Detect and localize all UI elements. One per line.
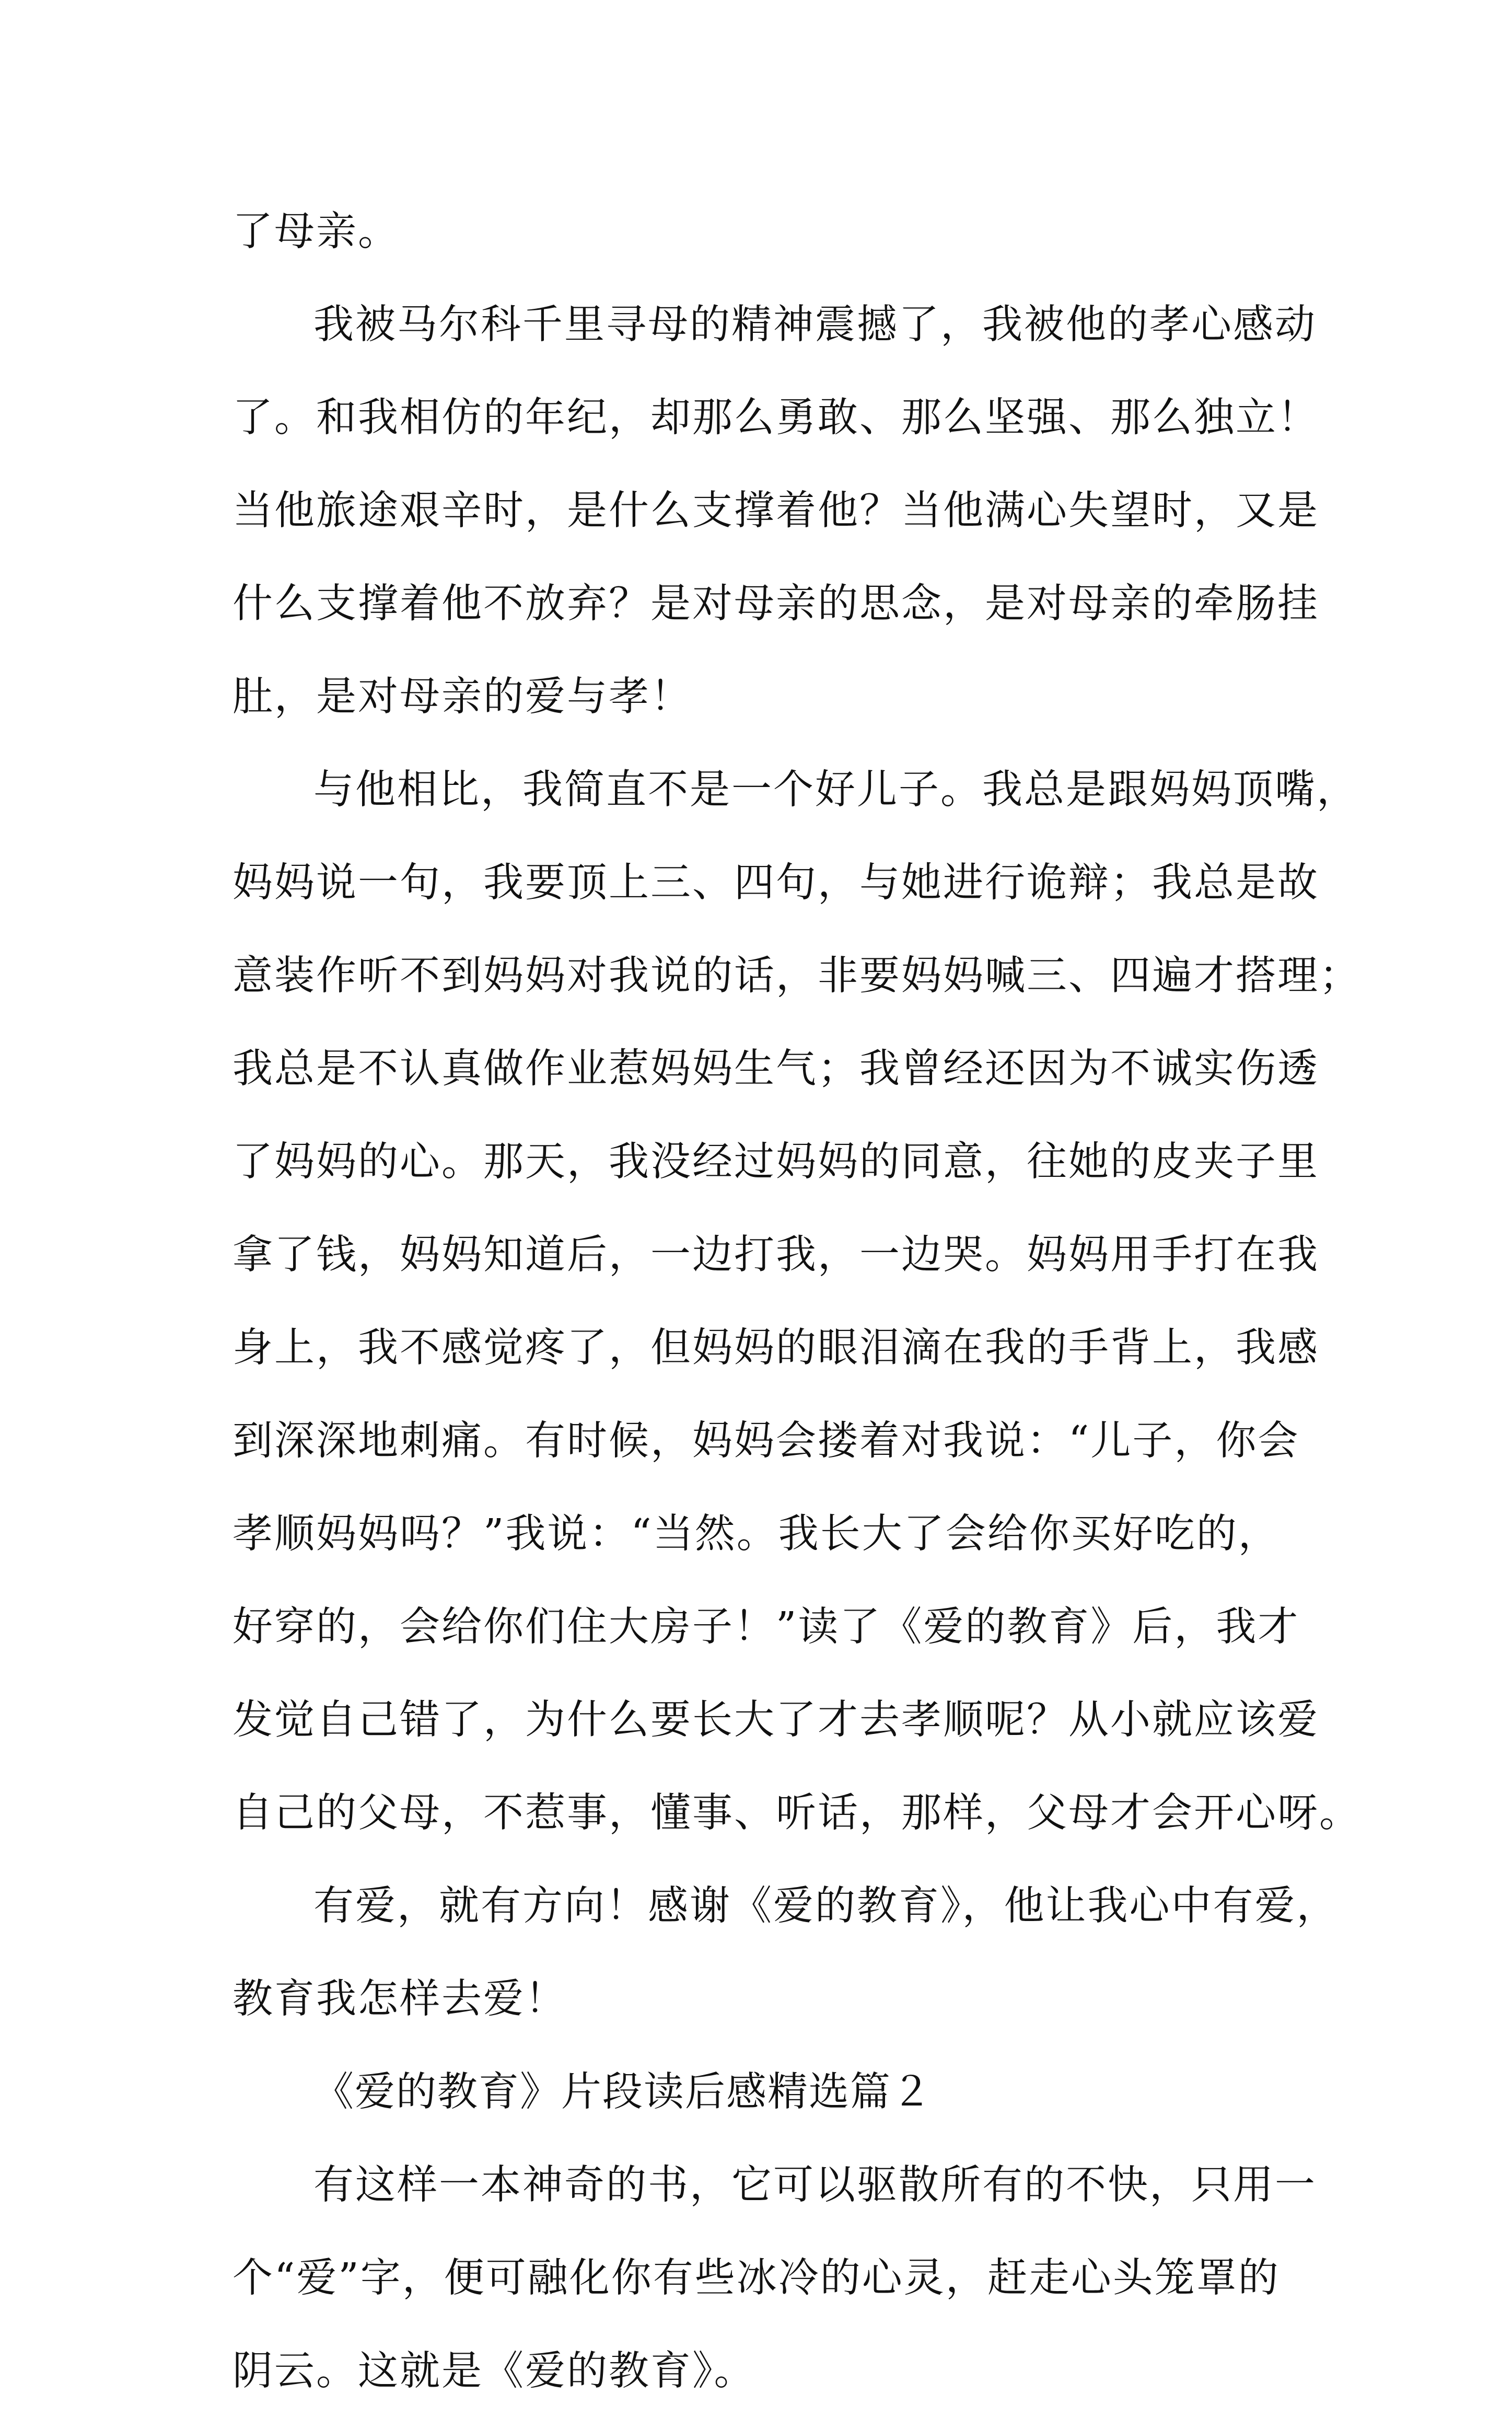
text-line: 有这样一本神奇的书，它可以驱散所有的不快，只用一 bbox=[313, 2162, 1317, 2208]
text-line: 我总是不认真做作业惹妈妈生气；我曾经还因为不诚实伤透 bbox=[232, 1046, 1319, 1092]
section-heading: 《爱的教育》片段读后感精选篇２ bbox=[313, 2069, 933, 2115]
text-line: 我被马尔科千里寻母的精神震撼了，我被他的孝心感动 bbox=[313, 302, 1317, 348]
text-line: 发觉自己错了，为什么要长大了才去孝顺呢？从小就应该爱 bbox=[232, 1697, 1319, 1743]
text-line: 肚，是对母亲的爱与孝！ bbox=[232, 674, 692, 720]
text-line: 什么支撑着他不放弃？是对母亲的思念，是对母亲的牵肠挂 bbox=[232, 581, 1319, 627]
text-line: 身上，我不感觉疼了，但妈妈的眼泪滴在我的手背上，我感 bbox=[232, 1325, 1319, 1371]
text-line: 当他旅途艰辛时，是什么支撑着他？当他满心失望时，又是 bbox=[232, 488, 1319, 534]
text-line: 到深深地刺痛。有时候，妈妈会搂着对我说：“儿子，你会 bbox=[232, 1418, 1300, 1464]
text-line: 了。和我相仿的年纪，却那么勇敢、那么坚强、那么独立！ bbox=[232, 395, 1319, 441]
text-line: 好穿的，会给你们住大房子！”读了《爱的教育》后，我才 bbox=[232, 1604, 1300, 1650]
text-line: 了妈妈的心。那天，我没经过妈妈的同意，往她的皮夹子里 bbox=[232, 1139, 1319, 1185]
document-body bbox=[232, 186, 1361, 2418]
text-line: 意装作听不到妈妈对我说的话，非要妈妈喊三、四遍才搭理； bbox=[232, 953, 1361, 999]
text-line: 自己的父母，不惹事，懂事、听话，那样，父母才会开心呀。 bbox=[232, 1790, 1361, 1836]
text-line: 与他相比，我简直不是一个好儿子。我总是跟妈妈顶嘴， bbox=[313, 767, 1358, 813]
text-line: 阴云。这就是《爱的教育》。 bbox=[232, 2348, 756, 2394]
text-line: 拿了钱，妈妈知道后，一边打我，一边哭。妈妈用手打在我 bbox=[232, 1232, 1319, 1278]
text-line: 有爱，就有方向！感谢《爱的教育》，他让我心中有爱， bbox=[313, 1883, 1339, 1929]
text-line: 了母亲。 bbox=[232, 209, 400, 255]
text-line: 妈妈说一句，我要顶上三、四句，与她进行诡辩；我总是故 bbox=[232, 860, 1319, 906]
text-line: 教育我怎样去爱！ bbox=[232, 1976, 567, 2022]
text-line: 个“爱”字，便可融化你有些冰冷的心灵，赶走心头笼罩的 bbox=[232, 2255, 1280, 2301]
text-line: 孝顺妈妈吗？”我说：“当然。我长大了会给你买好吃的， bbox=[232, 1511, 1280, 1557]
